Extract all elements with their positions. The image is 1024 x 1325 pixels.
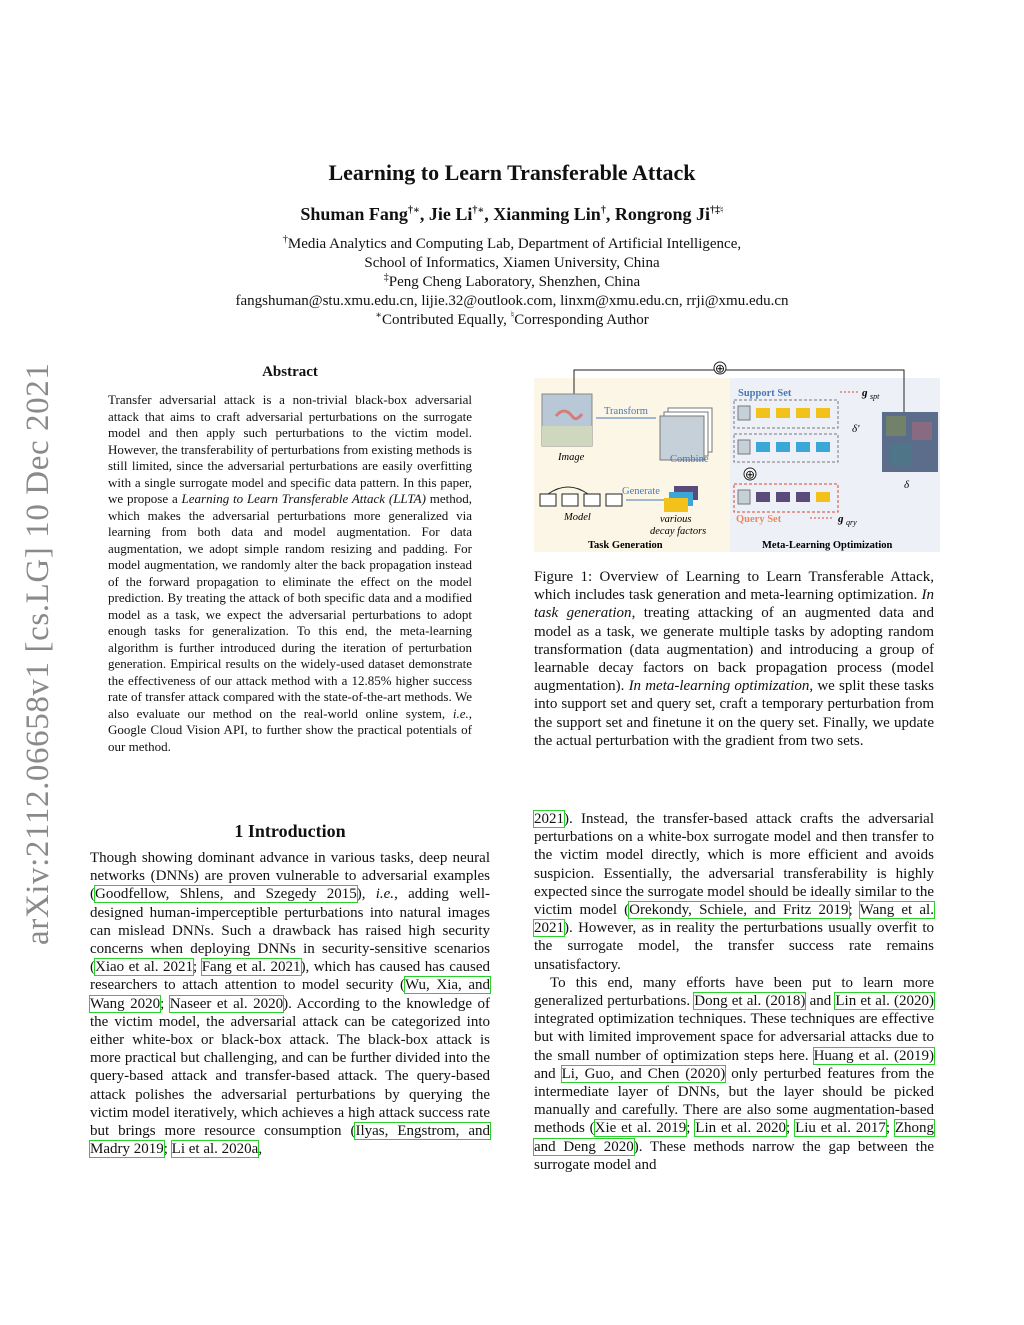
body-paragraph [534, 810, 934, 974]
author-list: Shuman Fang†∗, Jie Li†∗, Xianming Lin†, Rongrong Ji†‡♮ [300, 204, 724, 224]
abstract-emphasis: Learning to Learn Transferable Attack (LLTA) [181, 491, 426, 506]
citation-link[interactable]: Wu, Xia, and Wang 2020 [90, 977, 490, 1012]
caption-text: , treating attacking of an augmented data and model as a task, we generate multiple tasks by adopting random transformation (data augmentation) and introducing a group of learnable decay factors on back propagation process (model augmentation). [534, 605, 935, 695]
affiliation-mark: ‡ [383, 272, 389, 283]
body-text: ; [848, 902, 860, 919]
abstract-text: method, which makes the adversarial perturbations more generalized via learning from both data and model augmentation. For data augmentation, we adopt simple random resizing and padding. For model augmentation, we randomly alter the back propagation instead of the forward propagation to eliminate the effect on the model prediction. By treating the attack of both specific data and a modified model as a task, we expect the adversarial perturbations to adopt enough tasks for generalization. To this end, the meta-learning algorithm is further introduced during the iteration of perturbation generation. Empirical results on the widely-used dataset demonstrate the effectiveness of our attack method with a 12.85% higher success rate of transfer attack compared with the state-of-the-art methods. We also evaluate our method on the real-world online system, [108, 491, 472, 721]
support-image [738, 406, 750, 420]
decay-factor-block [664, 498, 688, 512]
author-name: Jie Li [428, 204, 473, 224]
affiliation-line: School of Informatics, Xiamen University, China [364, 255, 660, 271]
support-block [756, 442, 770, 452]
label-query-set: Query Set [736, 514, 782, 525]
author-notes [0, 311, 1024, 330]
author-emails: fangshuman@stu.xmu.edu.cn, lijie.32@outlook.com, linxm@xmu.edu.cn, rrji@xmu.edu.cn [235, 293, 789, 309]
label-delta: δ [904, 479, 910, 491]
author-name: Rongrong Ji [614, 204, 711, 224]
paper-title: Learning to Learn Transferable Attack [328, 160, 696, 185]
author-mark: †‡♮ [710, 205, 724, 216]
arxiv-identifier: arXiv:2112.06658v1 [cs.LG] 10 Dec 2021 [20, 362, 56, 945]
support-block [776, 408, 790, 418]
abstract-text: , Google Cloud Vision API, to further show the practical potentials of our method. [108, 705, 472, 754]
note-mark: ♮ [510, 310, 515, 321]
affiliations [0, 235, 1024, 330]
label-g-sub: spt [870, 392, 880, 401]
body-text: ), which has caused has caused researchers to attach attention to model security ( [90, 959, 491, 994]
citation-link[interactable]: Huang et al. (2019) [813, 1047, 934, 1064]
body-text: Though showing dominant advance in various tasks, deep neural networks (DNNs) are proven vulnerable to adversarial examples ( [90, 850, 490, 903]
label-combine: Combine [670, 454, 709, 465]
caption-text: , we split these tasks into support set and query set, craft a temporary perturbation from the support set and finetune it on the query set. Finally, we update the actual perturbation with the gradient from two sets. [534, 678, 934, 749]
citation-link[interactable]: Zhong and Deng 2020 [534, 1120, 935, 1155]
label-support-set: Support Set [738, 388, 792, 399]
label-delta-prime: δ' [852, 423, 860, 435]
label-g: g [862, 387, 868, 399]
input-image-ground [542, 426, 592, 446]
label-model: Model [564, 512, 591, 523]
label-generate: Generate [622, 486, 660, 497]
query-block [796, 492, 810, 502]
body-text: ). Instead, the transfer-based attack crafts the adversarial perturbations on a white-box surrogate model and then transfer to the victim model directly, which is more efficient and avoids suspicion. Essentially, the adversarial transferability is highly expected since the surrogate model should be ideally similar to the victim model ( [534, 811, 934, 919]
plus-symbol-top: ⊕ [714, 361, 726, 376]
affiliation-line [0, 273, 1024, 292]
author-mark: † [600, 205, 606, 216]
body-text: only perturbed features from the intermediate layer of DNNs, but the layer should be picked manually and carefully. There are also some augmentation-based methods ( [534, 1065, 934, 1137]
query-block [756, 492, 770, 502]
support-block [756, 408, 770, 418]
citation-link[interactable]: Naseer et al. 2020 [169, 995, 284, 1012]
affiliation-mark: † [282, 234, 288, 245]
body-text: ; [160, 995, 170, 1012]
body-text: ; [786, 1120, 796, 1137]
figure-1 [534, 356, 940, 552]
body-text: and [534, 1065, 562, 1082]
support-block [816, 442, 830, 452]
label-task-generation: Task Generation [588, 540, 663, 551]
body-text: ). However, as in reality the perturbations usually overfit to the surrogate model, the transfer success rate remains unsatisfactory. [534, 920, 934, 973]
citation-link[interactable]: Lin et al. (2020) [835, 993, 934, 1010]
caption-emphasis: In task generation [534, 587, 934, 622]
support-block [796, 442, 810, 452]
citation-link[interactable]: Dong et al. (2018) [694, 993, 806, 1010]
citation-link[interactable]: 2021 [534, 811, 564, 827]
body-text: ; [686, 1120, 696, 1137]
support-image [738, 440, 750, 454]
citation-link[interactable]: Liu et al. 2017 [795, 1120, 886, 1137]
author-mark: †∗ [407, 205, 420, 216]
citation-link[interactable]: Li et al. 2020a [171, 1141, 259, 1158]
body-text: ; [163, 1141, 172, 1158]
noise-patch [886, 416, 906, 436]
body-text: ; [885, 1120, 895, 1137]
label-decay-factors: decay factors [650, 526, 707, 537]
affiliation-text: Media Analytics and Computing Lab, Department of Artificial Intelligence, [287, 236, 742, 252]
caption-emphasis: In meta-learning optimization [628, 678, 810, 695]
body-emphasis: i.e. [375, 886, 395, 903]
author-name: Xianming Lin [493, 204, 601, 224]
author-name: Shuman Fang [300, 204, 408, 224]
body-text: ), [356, 886, 376, 903]
query-block [816, 492, 830, 502]
model-block [606, 494, 622, 506]
body-text: ). These methods narrow the gap between the surrogate model and [534, 1138, 934, 1173]
query-block [776, 492, 790, 502]
caption-text: Figure 1: Overview of Learning to Learn Transferable Attack, which includes task generation and meta-learning optimization. [534, 569, 934, 604]
label-image: Image [558, 452, 585, 463]
abstract-heading: Abstract [262, 364, 318, 380]
body-text: and [805, 993, 836, 1010]
note-text: Contributed Equally, [382, 312, 511, 328]
abstract-text: Transfer adversarial attack is a non-trivial black-box adversarial attack that aims to craft adversarial perturbations on the surrogate model and then apply such perturbations to the victim model. However, the transferability of perturbations from existing methods is still limited, since the adversarial perturbations are easily overfitting with a single surrogate model and specific data pattern. In this paper, we propose a [108, 392, 472, 506]
model-block [540, 494, 556, 506]
label-various: various [660, 514, 692, 525]
body-text: integrated optimization techniques. These techniques are effective but with limited improvement space for adversarial attacks due to the small number of optimization steps here. [534, 1011, 934, 1064]
citation-link[interactable]: Lin et al. 2020 [695, 1120, 787, 1137]
citation-link[interactable]: Ilyas, Engstrom, and Madry 2019 [90, 1123, 490, 1158]
body-text: , [258, 1141, 263, 1158]
figure-1-diagram [534, 356, 940, 552]
body-text: , adding well-designed human-imperceptible perturbations into natural images can mislead DNNs. Such a drawback has raised high security concerns when deploying DNNs in security-sensitive scenarios ( [90, 886, 490, 976]
plus-symbol: ⊕ [744, 467, 756, 482]
affiliation-line [0, 235, 1024, 254]
abstract-body [108, 392, 472, 755]
model-block [562, 494, 578, 506]
noise-patch [890, 444, 912, 466]
query-image [738, 490, 750, 504]
citation-link[interactable]: Orekondy, Schiele, and Fritz 2019 [629, 902, 849, 919]
note-text: Corresponding Author [514, 312, 649, 328]
citation-link[interactable]: Goodfellow, Shlens, and Szegedy 2015 [95, 886, 357, 903]
support-block [776, 442, 790, 452]
citation-link[interactable]: Xiao et al. 2021 [95, 959, 194, 976]
label-meta-learning: Meta-Learning Optimization [762, 540, 893, 551]
label-g-sub: qry [846, 518, 857, 527]
citation-link[interactable]: Fang et al. 2021 [201, 959, 301, 976]
noise-patch [912, 422, 932, 440]
citation-link[interactable]: Wang et al. 2021 [534, 902, 934, 937]
introduction-paragraph [90, 849, 490, 1158]
label-g: g [838, 513, 844, 525]
body-text: ). According to the knowledge of the victim model, the adversarial attack can be categorized into either white-box or black-box attack. The black-box attack is more practical but challenging, and can be further divided into the query-based attack and transfer-based attack. The query-based attack polishes the adversarial perturbations by querying the victim model iteratively, which achieves a high attack success rate but brings more resource consumption ( [90, 995, 491, 1140]
body-paragraph [534, 974, 934, 1174]
note-mark: ∗ [375, 310, 383, 321]
model-block [584, 494, 600, 506]
abstract-emphasis: i.e. [452, 705, 469, 721]
label-transform: Transform [604, 406, 648, 417]
citation-link[interactable]: Li, Guo, and Chen (2020) [561, 1065, 726, 1082]
citation-link[interactable]: Xie et al. 2019 [594, 1120, 687, 1137]
section-heading-introduction: 1 Introduction [234, 821, 346, 841]
affiliation-text: Peng Cheng Laboratory, Shenzhen, China [388, 274, 641, 290]
figure-1-caption [534, 568, 934, 750]
right-column-text [534, 810, 934, 1174]
body-text: To this end, many efforts have been put to learn more generalized perturbations. [534, 974, 934, 1010]
support-block [816, 408, 830, 418]
author-mark: †∗ [472, 205, 485, 216]
body-text: ; [193, 959, 202, 976]
support-block [796, 408, 810, 418]
